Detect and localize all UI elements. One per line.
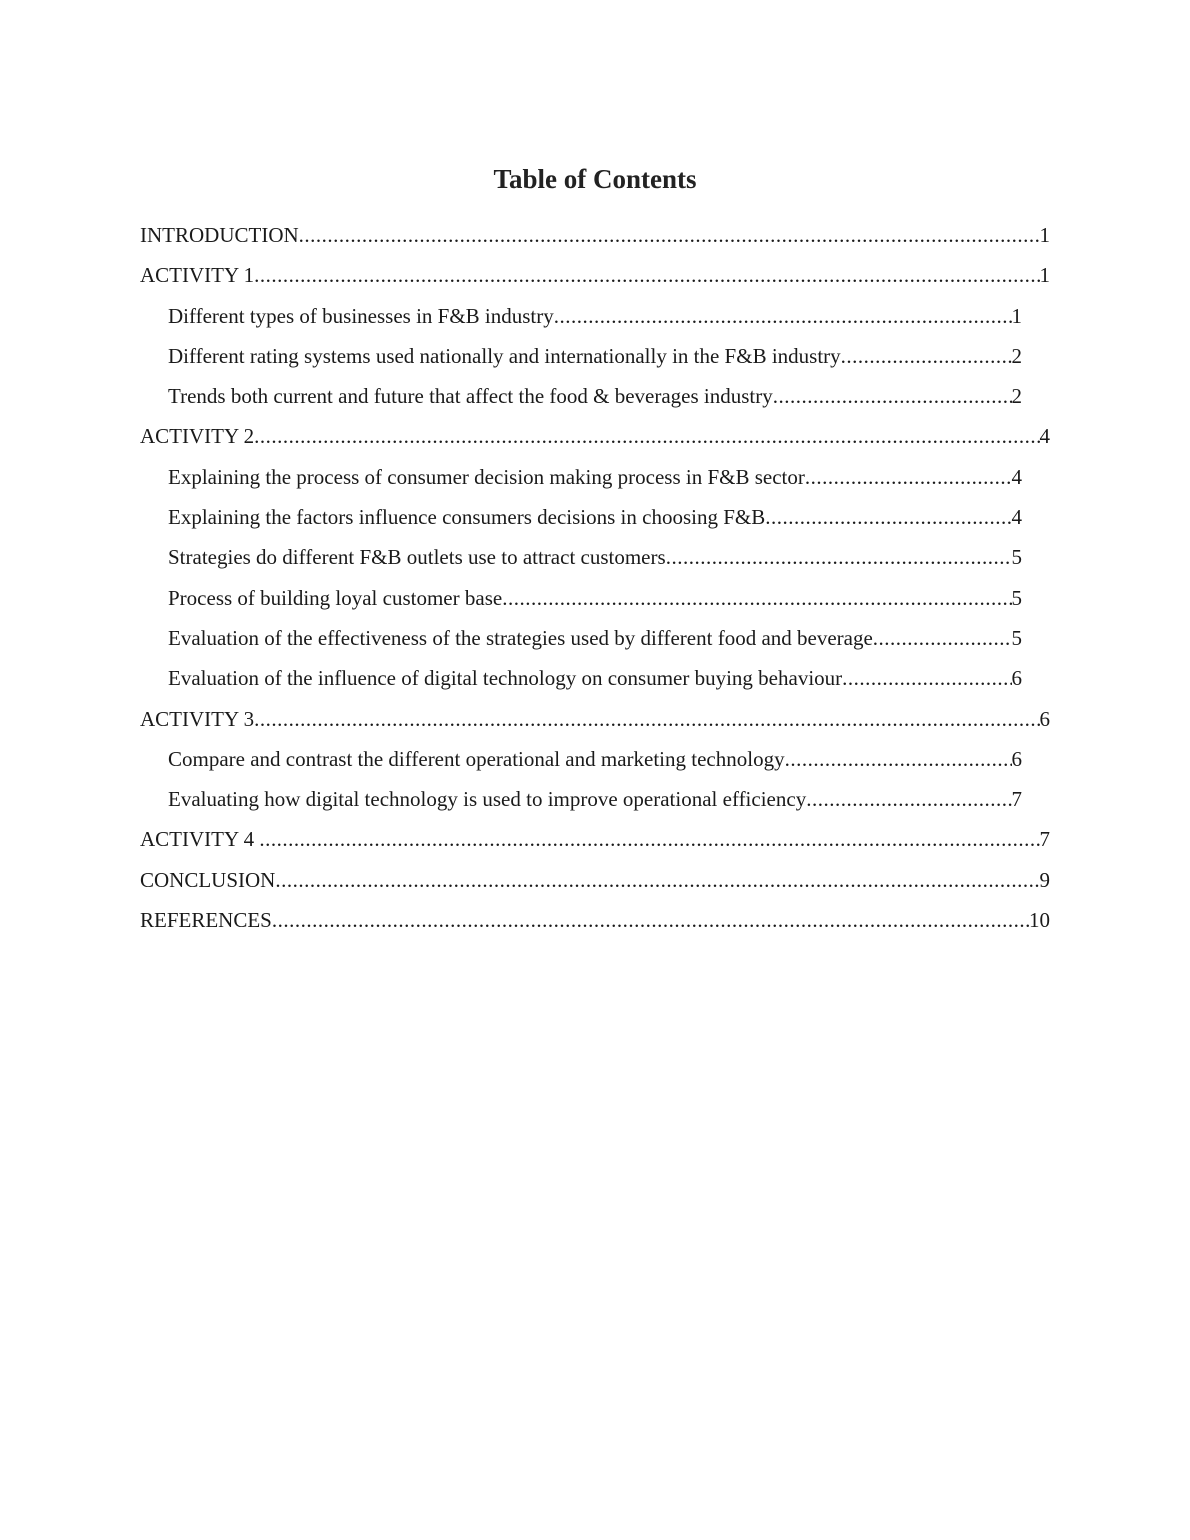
toc-entry-strategies[interactable]	[168, 537, 1022, 577]
toc-entry-title: Evaluation of the influence of digital technology on consumer buying behaviour	[168, 666, 843, 691]
toc-entry-decision-process[interactable]	[168, 457, 1022, 497]
toc-page-number: 4	[1011, 505, 1022, 530]
toc-entry-title: ACTIVITY 2	[140, 424, 255, 449]
toc-entry-references[interactable]	[140, 900, 1050, 940]
toc-page-number: 6	[1039, 706, 1050, 731]
toc-entry-introduction[interactable]	[140, 215, 1050, 255]
toc-page-number: 1	[1039, 223, 1050, 247]
toc-dot-leader	[785, 739, 1012, 779]
toc-entry-activity-4[interactable]	[140, 819, 1050, 859]
toc-entry-title: Process of building loyal customer base	[168, 585, 503, 610]
toc-page-number: 7	[1011, 787, 1022, 812]
toc-page-number: 1	[1039, 263, 1050, 288]
toc-dot-leader	[554, 296, 1012, 336]
toc-entry-activity-2[interactable]	[140, 416, 1050, 456]
toc-page-number: 4	[1011, 464, 1022, 489]
toc-dot-leader	[502, 578, 1011, 618]
toc-dot-leader	[299, 215, 1040, 255]
toc-list	[140, 215, 1050, 940]
toc-entry-loyal-customers[interactable]	[168, 578, 1022, 618]
toc-entry-operational-efficiency[interactable]	[168, 779, 1022, 819]
toc-page-number: 5	[1011, 625, 1022, 650]
toc-dot-leader	[773, 376, 1012, 416]
page-title: Table of Contents	[493, 164, 697, 194]
toc-entry-activity-1[interactable]	[140, 255, 1050, 295]
toc-page-number: 5	[1011, 585, 1022, 610]
toc-page-number: 4	[1039, 424, 1050, 449]
toc-entry-business-types[interactable]	[168, 296, 1022, 336]
toc-dot-leader	[259, 819, 1039, 859]
toc-page-number: 2	[1011, 384, 1022, 409]
toc-dot-leader	[272, 900, 1029, 940]
toc-entry-title: ACTIVITY 1	[140, 263, 255, 288]
toc-entry-decision-factors[interactable]	[168, 497, 1022, 537]
toc-entry-title: Trends both current and future that affect the food & beverages industry	[168, 384, 773, 409]
toc-dot-leader	[254, 255, 1039, 295]
toc-entry-trends[interactable]	[168, 376, 1022, 416]
toc-entry-title: ACTIVITY 4	[140, 827, 260, 852]
toc-page-number: 6	[1011, 666, 1022, 691]
toc-entry-title: Explaining the factors influence consumers decisions in choosing F&B	[168, 505, 766, 530]
toc-entry-technology-compare[interactable]	[168, 739, 1022, 779]
toc-page-number: 9	[1039, 867, 1050, 892]
toc-entry-title: CONCLUSION	[140, 867, 276, 892]
toc-dot-leader	[805, 457, 1012, 497]
toc-entry-title: ACTIVITY 3	[140, 706, 255, 731]
toc-page-number: 7	[1039, 827, 1050, 852]
toc-dot-leader	[275, 860, 1039, 900]
toc-page-number: 6	[1011, 746, 1022, 771]
toc-entry-title: Evaluation of the effectiveness of the strategies used by different food and beverage	[168, 625, 873, 650]
toc-entry-title: Explaining the process of consumer decision making process in F&B sector	[168, 464, 805, 489]
toc-entry-strategy-effectiveness[interactable]	[168, 618, 1022, 658]
toc-entry-title: Different rating systems used nationally and internationally in the F&B industry	[168, 343, 841, 368]
toc-dot-leader	[806, 779, 1011, 819]
toc-dot-leader	[873, 618, 1012, 658]
toc-dot-leader	[254, 699, 1039, 739]
toc-dot-leader	[842, 658, 1011, 698]
toc-entry-conclusion[interactable]	[140, 860, 1050, 900]
toc-entry-title: REFERENCES	[140, 908, 272, 933]
toc-entry-digital-influence[interactable]	[168, 658, 1022, 698]
toc-entry-title: INTRODUCTION	[140, 223, 299, 247]
toc-entry-title: Different types of businesses in F&B industry	[168, 303, 554, 328]
toc-entry-activity-3[interactable]	[140, 699, 1050, 739]
toc-page-number: 10	[1029, 908, 1050, 933]
toc-entry-title: Strategies do different F&B outlets use to attract customers	[168, 545, 666, 570]
toc-dot-leader	[254, 416, 1039, 456]
toc-dot-leader	[841, 336, 1012, 376]
toc-dot-leader	[666, 537, 1012, 577]
toc-page-number: 2	[1011, 343, 1022, 368]
toc-page-number: 5	[1011, 545, 1022, 570]
toc-entry-rating-systems[interactable]	[168, 336, 1022, 376]
toc-entry-title: Evaluating how digital technology is used to improve operational efficiency	[168, 787, 807, 812]
toc-page-number: 1	[1011, 303, 1022, 328]
toc-entry-title: Compare and contrast the different operational and marketing technology	[168, 746, 785, 771]
toc-dot-leader	[765, 497, 1011, 537]
